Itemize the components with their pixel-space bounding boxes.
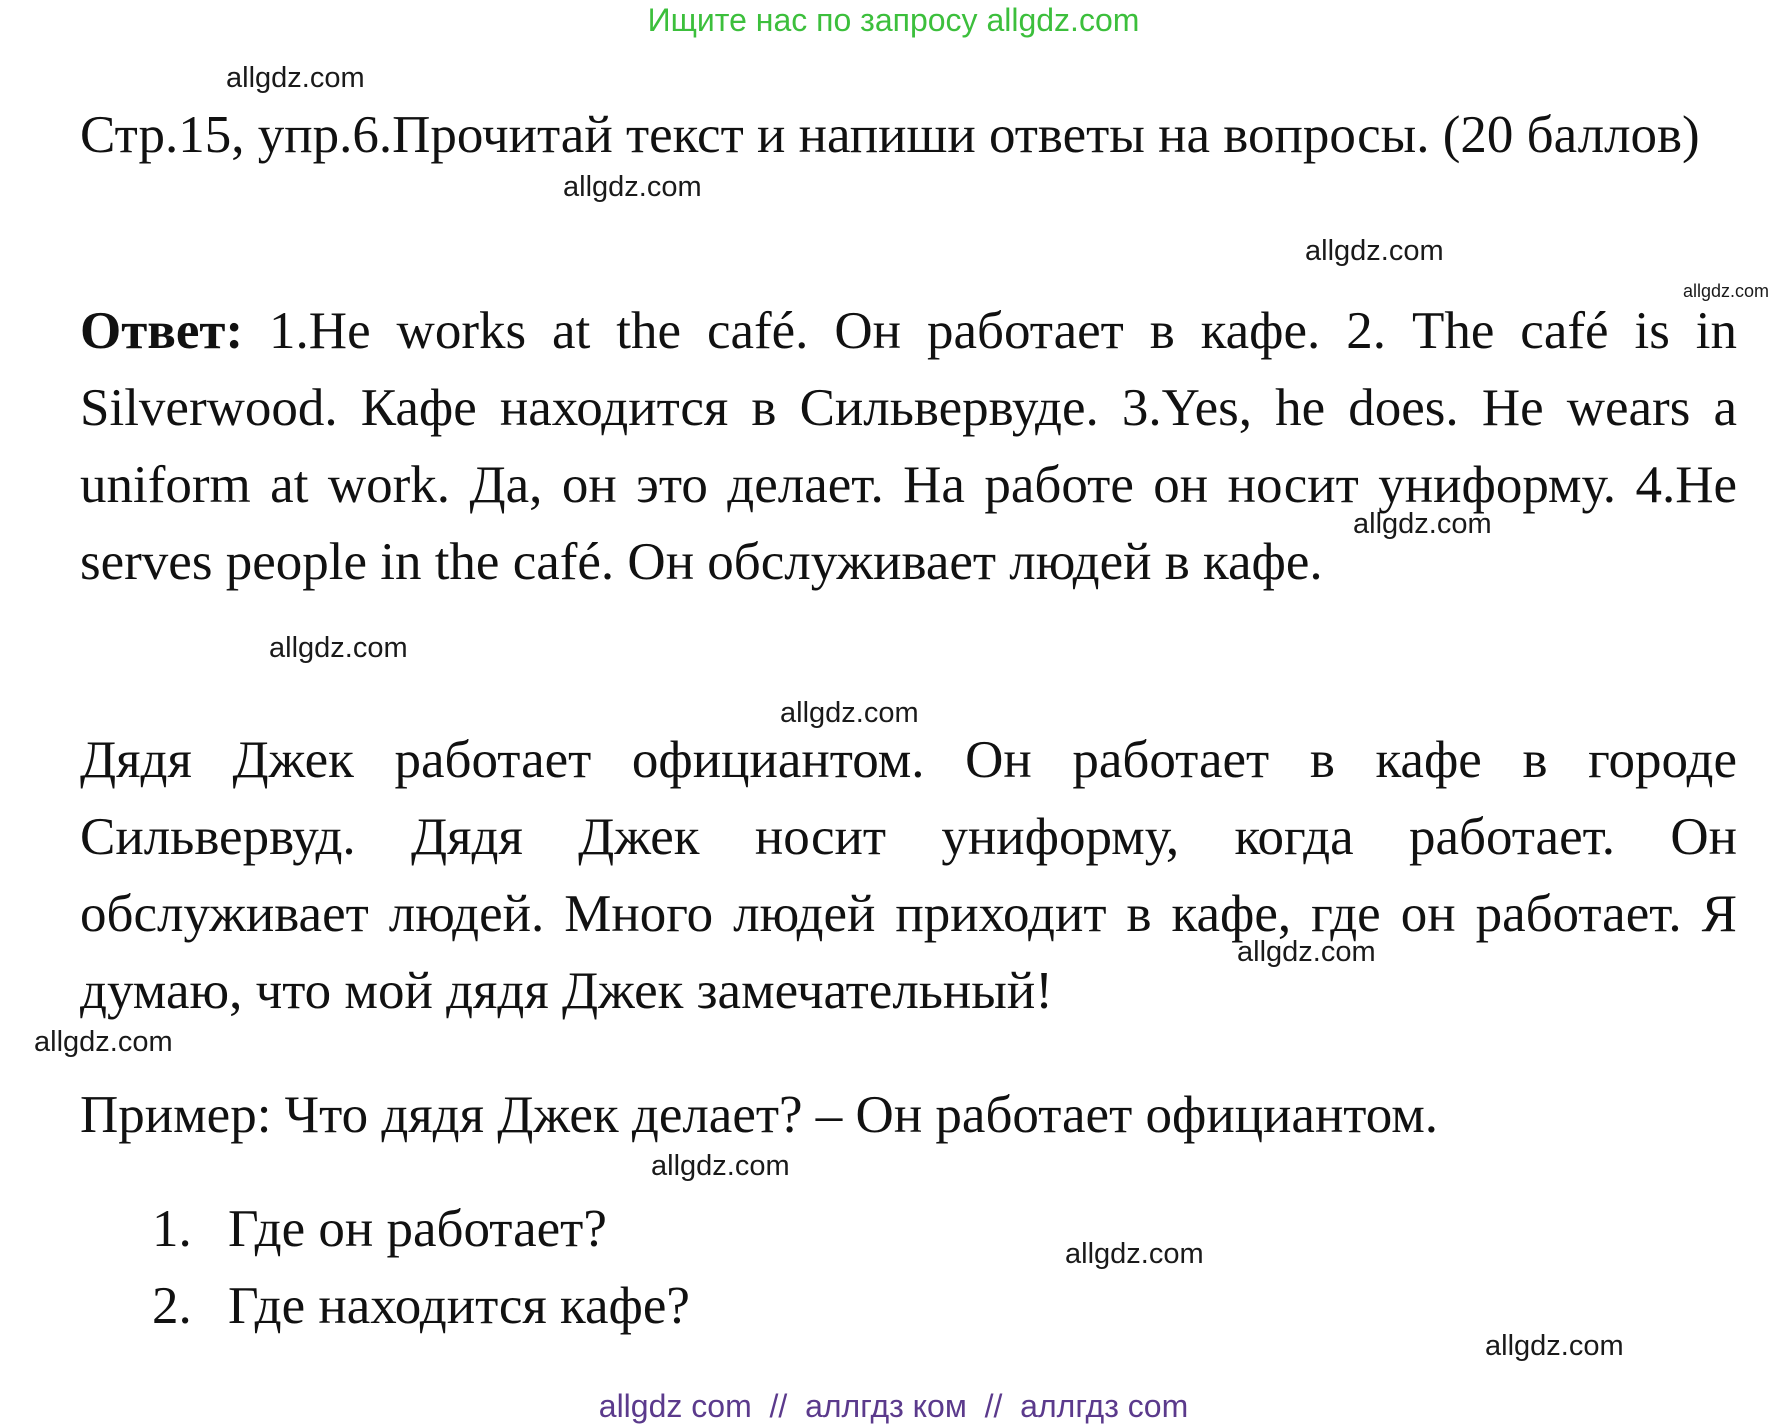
- answer-label: Ответ:: [80, 302, 244, 360]
- question-number: 2.: [152, 1277, 192, 1335]
- answer-text: 1.He works at the café. Он работает в кафе. 2. The café is in Silverwood. Кафе находится в Сильвервуде. 3.Yes, he does. He wears a uniform at work. Да, он это делает. На работе он носит униформу. 4.He serves people in the café. Он обслуживает людей в кафе.: [80, 302, 1737, 591]
- task-heading: Стр.15, упр.6.Прочитай текст и напиши ответы на вопросы. (20 баллов): [80, 106, 1700, 164]
- question-text: Где он работает?: [228, 1200, 607, 1258]
- list-item: [152, 1268, 690, 1345]
- watermark: allgdz.com: [1683, 281, 1770, 301]
- watermark: allgdz.com: [226, 62, 365, 94]
- watermark: allgdz.com: [1485, 1330, 1624, 1362]
- watermark: allgdz.com: [563, 171, 702, 203]
- watermark: allgdz.com: [1305, 235, 1444, 267]
- watermark: allgdz.com: [1237, 936, 1376, 968]
- example-line: Пример: Что дядя Джек делает? – Он работает официантом.: [80, 1086, 1439, 1144]
- question-list: [152, 1191, 690, 1345]
- watermark: allgdz.com: [34, 1026, 173, 1058]
- question-number: 1.: [152, 1200, 192, 1258]
- watermark: allgdz.com: [1353, 508, 1492, 540]
- list-item: [152, 1191, 690, 1268]
- watermark: allgdz.com: [1065, 1238, 1204, 1270]
- watermark: allgdz.com: [269, 632, 408, 664]
- answer-paragraph: [80, 293, 1737, 601]
- story-paragraph: Дядя Джек работает официантом. Он работает в кафе в городе Сильвервуд. Дядя Джек носит униформу, когда работает. Он обслуживает людей. Много людей приходит в кафе, где он работает. Я думаю, что мой дядя Джек замечательный!: [80, 731, 1737, 1020]
- watermark: allgdz.com: [780, 697, 919, 729]
- watermark: allgdz.com: [651, 1150, 790, 1182]
- top-banner: Ищите нас по запросу allgdz.com: [647, 2, 1140, 38]
- question-text: Где находится кафе?: [228, 1277, 690, 1335]
- footer-watermark: allgdz com // аллгдз ком // аллгдз com: [598, 1388, 1189, 1424]
